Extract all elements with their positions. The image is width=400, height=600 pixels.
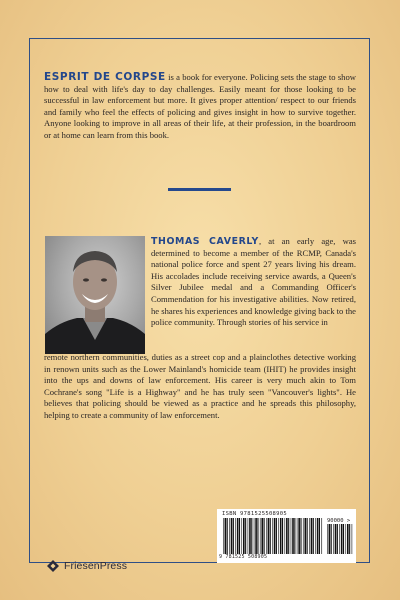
section-divider (168, 188, 231, 191)
author-bio (151, 236, 356, 329)
author-portrait-icon (45, 236, 145, 354)
book-description-text: is a book for everyone. Policing sets the stage to show how to deal with life's day to day challenges. Easily meant for those looking to be successful in law enforcement but more. It gives proper attention/ respect to our friends and family who feel the effects of policing and gives insight in how to survive together. Anyone looking to improve in all areas of their life, at their profession, in the boardroom or at home can learn from this book. (44, 72, 356, 140)
author-name: THOMAS CAVERLY (151, 236, 259, 247)
publisher-name: FriesenPress (64, 560, 128, 572)
author-bio-text: , at an early age, was determined to become a member of the RCMP, Canada's national police force and spent 27 years living his dream. His accolades include receiving service awards, a Queen's Silver Jubilee medal and a Commanding Officer's Commendation for his investigative abilities. Now retired, he shares his experiences and knowledge giving back to the police community. Through stories of his service in (151, 236, 356, 328)
isbn-label: ISBN 9781525508905 (222, 511, 288, 517)
publisher-logo-icon (46, 559, 60, 573)
author-photo (45, 236, 145, 354)
barcode-bars (223, 518, 323, 554)
barcode-extension-bars (327, 524, 353, 554)
barcode-box (217, 509, 356, 563)
barcode-digits: 9 781525 508905 (219, 554, 268, 560)
book-description (44, 72, 356, 142)
price-code: 90000 > (327, 518, 351, 524)
book-title: ESPRIT DE CORPSE (44, 71, 166, 83)
publisher-logo (46, 559, 127, 573)
author-bio-continued: remote northern communities, duties as a street cop and a plainclothes detective working in renown units such as the Lower Mainland's homicide team (IHIT) he provides insight into the ups and downs of law enforcement. His career is very much akin to Tom Cochrane's song "Life is a Highway" and he has truly seen "Vancouver's lights". He believes that policing should be viewed as a practice and he spreads this philosophy, helping to create a community of law enforcement. (44, 352, 356, 420)
